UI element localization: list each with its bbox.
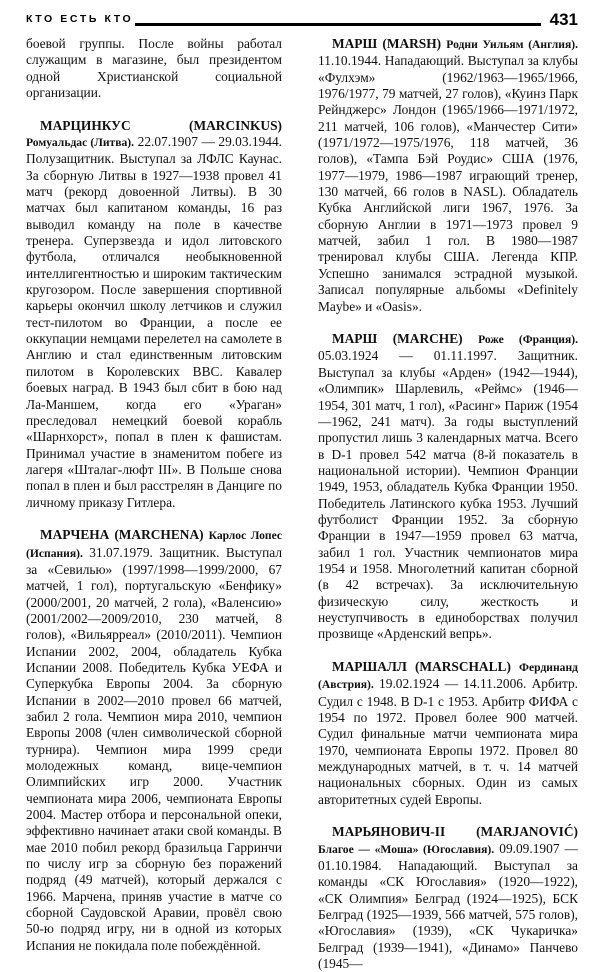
- entry-body: 31.07.1979. Защитник. Выступал за «Севилью» (1997/1998—1999/2000, 67 матчей, 1 гол), португальскую «Бенфику» (2000/2001, 20 матчей, 2 гола), «Валенсию» (2001/2002—2009/2010, 230 матчей, 8 голов), «Вильярреал» (2010/2011). Чемпион Испании 2002, 2004, обладатель Кубка Испании 2008. Победитель Кубка УЕФА и Суперкубка Европы 2004. За сборную Испании в 2002—2010 провел 66 матчей, забил 2 гола. Чемпион мира 2010, чемпион Европы 2008 (член символической сборной турнира). Чемпион мира 1999 среди молодежных команд, вице-чемпион Олимпийских игр 2000. Участник чемпионата мира 2006, чемпионата Европы 2004. Мастер отбора и персональной опеки, эффективно начинает атаки свой команды. В мае 2010 побил рекорд бразильца Гарринчи по числу игр за сборную без поражений подряд (49 матчей), который держался с 1966. Марчена, приняв участие в матче со сборной Саудовской Аравии, провёл свою 50-ю подряд игру, ни в одной из которых Испания не покидала поле побеждённой.: [26, 544, 282, 953]
- entry-given-name: Родни Уильям (Англия).: [446, 38, 579, 51]
- entry-headword-cyrillic: МАРЧЕНА: [40, 527, 110, 543]
- space: [377, 331, 393, 346]
- entry-body: 22.07.1907 — 29.03.1944. Полузащитник. Выступал за ЛФЛС Каунас. За сборную Литвы в 1927—1938 провел 41 матч (рекорд довоенной Литвы). В 30 матчах был капитаном команды, 16 раз выводил команду на поле в качестве тренера. Суперзвезда и идол литовского футбола, отличался необыкновенной интеллигентностью и широким тактическим кругозором. После завершения спортивной карьеры окончил школу летчиков и служил тест-пилотом во Франции, а после ее оккупации немцами перелетел на самолете в Англию и стал единственным литовским пилотом в Королевских ВВС. Кавалер боевых наград. В 1943 был сбит в бою над Ла-Маншем, когда его «Ураган» преследовал немецкий боевой корабль «Шарнхорст», попал в плен к фашистам. Принимал участие в знаменитом побеге из лагеря «Шталаг-люфт III». В Польше снова попал в плен и был расстрелян в Данциге по личному приказу Гитлера.: [26, 134, 282, 510]
- space: [131, 118, 189, 133]
- entry-headword-cyrillic: МАРЦИНКУС: [40, 117, 131, 133]
- entry-headword-cyrillic: МАРШАЛЛ: [332, 658, 407, 674]
- space: [511, 659, 519, 674]
- column-right: [300, 36, 600, 972]
- running-head-title: КТО ЕСТЬ КТО: [26, 12, 134, 25]
- entry-headword-cyrillic: МАРЬЯНОВИЧ-II: [332, 824, 446, 840]
- entry-headword-latin: (MARSCHALL): [414, 658, 511, 674]
- entry-headword-latin: (MARCHE): [392, 331, 463, 347]
- entry-headword-cyrillic: МАРШ: [332, 36, 378, 51]
- dictionary-entry: [318, 36, 578, 315]
- entry-headword-cyrillic: МАРШ: [332, 331, 378, 347]
- page-number: 431: [549, 9, 578, 29]
- space: [445, 824, 476, 839]
- running-head-rule: [135, 23, 540, 26]
- text-columns: [0, 36, 600, 972]
- dictionary-entry: [318, 331, 578, 643]
- entry-body: 19.02.1924 — 14.11.2006. Арбитр. Судил с 1948. В D-1 с 1953. Арбитр ФИФА с 1954 по 1972. Провел более 900 матчей. Судил финальные матчи чемпионата мира 1970, чемпионата Европы 1972. Провел 80 международных матчей, в т. ч. 14 матчей национальных сборных. Один из самых авторитетных судей Европы.: [318, 676, 578, 807]
- column-left: [0, 36, 300, 953]
- entry-given-name: Карлос Лопес (Испания).: [26, 529, 283, 560]
- entry-body: 05.03.1924 — 01.11.1997. Защитник. Выступал за клубы «Арден» (1942—1944), «Олимпик» Шарлевиль, «Реймс» (1946—1954, 301 матч, 1 гол), «Расинг» Париж (1954—1962, 241 матч). За годы выступлений пропустил лишь 3 календарных матча. Всего в D-1 провел 542 матча (8-й показатель в национальной истории). Чемпион Франции 1949, 1953, обладатель Кубка Франции 1950. Победитель Латинского кубка 1953. Лучший футболист Франции 1952. За сборную Франции в 1947—1959 провел 63 матча, забил 1 гол. Участник чемпионатов мира 1954 и 1958. Многолетний капитан сборной (в 42 встречах). За исключительную физическую силу, жесткость и неуступчивость в единоборствах получил прозвище «Арденский вепрь».: [318, 348, 578, 642]
- entry-given-name: Благое — «Моша» (Югославия).: [318, 842, 495, 856]
- running-head: [26, 8, 578, 30]
- entry-headword-latin: (MARCHENA): [114, 527, 204, 543]
- dictionary-entry: [318, 659, 578, 808]
- entry-given-name: Роже (Франция).: [478, 333, 579, 347]
- entry-body: 11.10.1944. Нападающий. Выступал за клубы «Фулхэм» (1962/1963—1965/1966, 1976/1977, 79 матчей, 27 голов), «Куинз Парк Рейнджерс» Лондон (1965/1966—1971/1972, 211 матчей, 106 голов), «Манчестер Сити» (1971/1972—1975/1976, 118 матчей, 36 голов), «Тампа Бэй Роудис» США (1976, 1977—1979, 1986—1987 играющий тренер, 130 матчей, 66 голов в NASL). Обладатель Кубка Английской лиги 1967, 1976. За сборную Англии в 1971—1973 провел 9 матчей, забил 1 гол. В 1980—1987 тренировал клубы США. Легенда КПР. Успешно занимался эстрадной музыкой. Записал популярные альбомы «Definitely Maybe» и «Oasis».: [318, 53, 578, 314]
- entry-body: 09.09.1907 — 01.10.1984. Нападающий. Выступал за команды «СК Югославия» (1920—1922), «СК Олимпия» Белград (1924—1925), БСК Белград (1925—1939, 566 матчей, 575 голов), «Югославия» (1939), «СК Чукаричка» Белград (1939—1941), «Динамо» Панчево (1945—: [318, 840, 578, 972]
- entry-headword-latin: (MARSH): [382, 36, 442, 51]
- dictionary-entry: [318, 824, 578, 972]
- entry-given-name: Ромуальдас (Литва).: [26, 136, 135, 150]
- entry-headword-latin: (MARCINKUS): [189, 117, 282, 133]
- dictionary-entry: [26, 527, 282, 954]
- entry-headword-latin: (MARJANOVIĆ): [476, 824, 578, 840]
- entry-given-name: Фердинанд (Австрия).: [318, 660, 579, 692]
- space: [407, 659, 415, 674]
- space: [463, 331, 479, 346]
- dictionary-entry: [26, 118, 282, 511]
- continued-paragraph: боевой группы. После войны работал служащим в магазине, был президентом одной Христианской социальной организации.: [26, 36, 282, 101]
